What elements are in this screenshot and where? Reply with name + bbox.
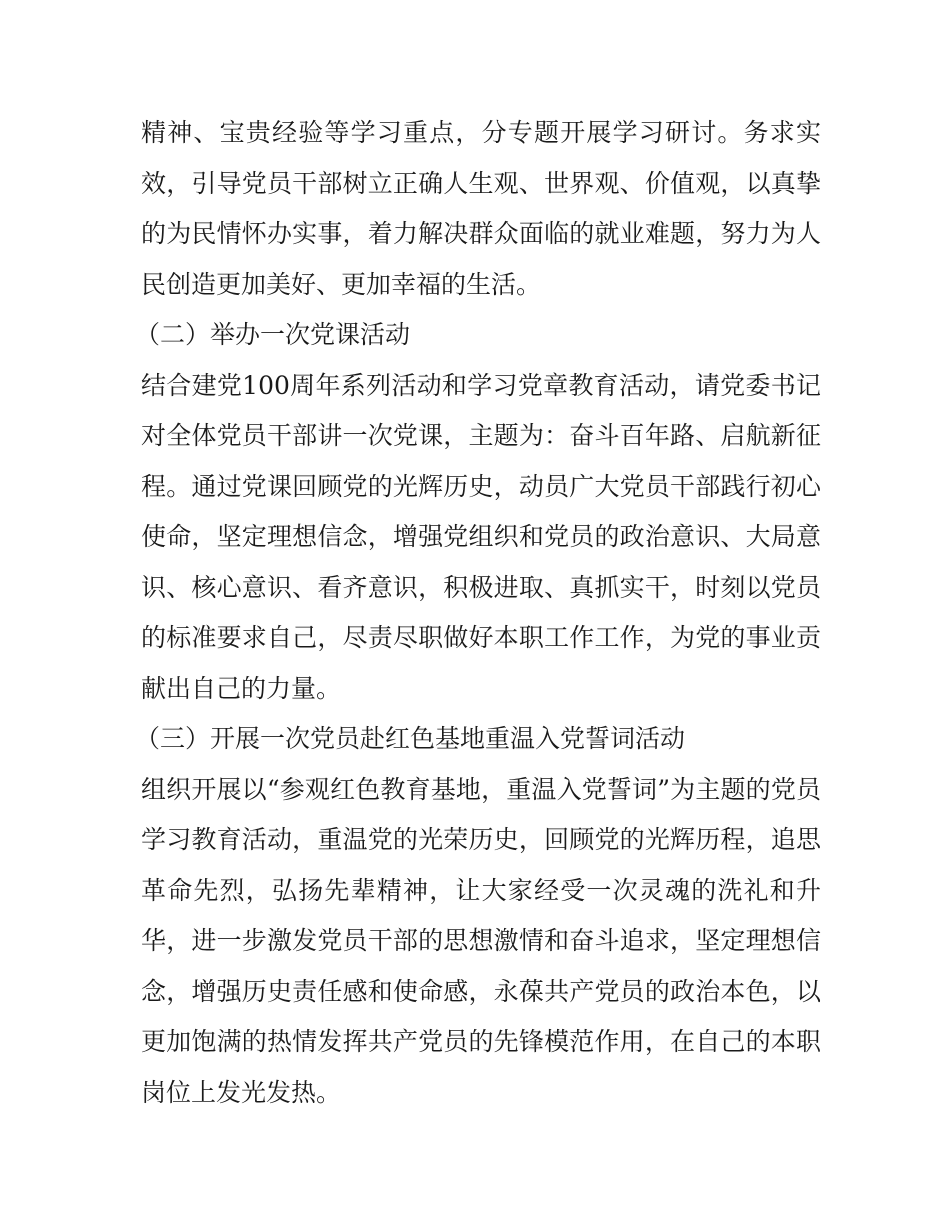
paragraph-line: 对全体党员干部讲一次党课，主题为：奋斗百年路、启航新征 [141,421,821,450]
paragraph-line: 华，进一步激发党员干部的思想激情和奋斗追求，坚定理想信 [141,926,821,955]
paragraph-line: 使命，坚定理想信念，增强党组织和党员的政治意识、大局意 [141,522,821,551]
paragraph-line: 的标准要求自己，尽责尽职做好本职工作工作，为党的事业贡 [141,623,821,652]
paragraph-line: 组织开展以“参观红色教育基地，重温入党誓词”为主题的党员 [141,774,821,804]
paragraph-line: 结合建党100周年系列活动和学习党章教育活动，请党委书记 [141,370,821,400]
paragraph-line: 民创造更加美好、更加幸福的生活。 [141,269,542,299]
paragraph-line: 念，增强历史责任感和使命感，永葆共产党员的政治本色，以 [141,976,821,1006]
paragraph-line: 岗位上发光发热。 [141,1077,342,1107]
paragraph-line: 的为民情怀办实事，着力解决群众面临的就业难题，努力为人 [141,219,821,248]
section-heading: （三）开展一次党员赴红色基地重温入党誓词活动 [135,724,686,753]
paragraph-line: 更加饱满的热情发挥共产党员的先锋模范作用，在自己的本职 [141,1027,821,1056]
body-text [135,108,821,1118]
paragraph-line: 献出自己的力量。 [141,673,342,703]
paragraph-line: 效，引导党员干部树立正确人生观、世界观、价值观，以真挚 [141,168,821,198]
paragraph-line: 识、核心意识、看齐意识，积极进取、真抓实干，时刻以党员 [141,572,821,602]
section-heading: （二）举办一次党课活动 [135,320,411,349]
paragraph-line: 革命先烈，弘扬先辈精神，让大家经受一次灵魂的洗礼和升 [141,875,821,905]
paragraph-line: 程。通过党课回顾党的光辉历史，动员广大党员干部践行初心 [141,471,821,501]
paragraph-line: 精神、宝贵经验等学习重点，分专题开展学习研讨。务求实 [141,118,821,147]
paragraph-line: 学习教育活动，重温党的光荣历史，回顾党的光辉历程，追思 [141,825,821,854]
